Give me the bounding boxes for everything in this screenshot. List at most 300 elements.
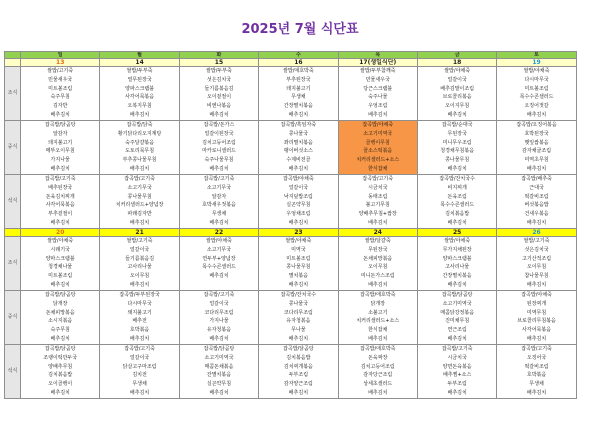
menu-item: 배추김치 xyxy=(50,281,70,288)
menu-item: 버섯볶음밥 xyxy=(524,202,549,209)
menu-item: 쌀밥/야채죽 xyxy=(285,238,312,244)
menu-item: 양파스크램블 xyxy=(442,255,472,262)
day-header: 화 xyxy=(179,52,258,59)
menu-item: 얼갈이국 xyxy=(209,300,229,307)
date-cell: 18 xyxy=(417,59,496,67)
menu-item: 청경채나물 xyxy=(48,264,73,271)
date-cell: 24 xyxy=(338,229,417,237)
date-row-label xyxy=(5,229,21,237)
meal-label: 중식 xyxy=(5,121,21,175)
date-row xyxy=(5,229,577,237)
meal-cell xyxy=(100,121,179,175)
menu-item: 알감자 xyxy=(211,193,227,200)
menu-item: 오이골뱅이 xyxy=(48,381,73,388)
menu-item: 섯은김치국 xyxy=(524,246,549,253)
menu-item: 시래기국 xyxy=(50,246,70,253)
menu-item: 우엉채조림 xyxy=(286,211,311,218)
date-cell: 26 xyxy=(497,229,576,237)
menu-item: 배추김치 xyxy=(129,219,150,226)
menu-item: 돈채피망볶음 xyxy=(363,255,393,262)
menu-item: 잡곡밥/닭곰탕 xyxy=(44,122,76,128)
menu-item: 사각어묵볶음 xyxy=(45,202,75,209)
menu-item: 우엉조림 xyxy=(368,103,388,110)
menu-item: 소고기미역국 xyxy=(363,130,393,137)
menu-item: 배추김치 xyxy=(368,111,388,118)
menu-item: 배추김치 xyxy=(526,111,547,118)
menu-item: 배추김치 xyxy=(447,281,467,288)
menu-item: 소시지볶음 xyxy=(48,318,73,325)
menu-item: 한식잡채 xyxy=(368,165,388,172)
meal-cell xyxy=(179,121,258,175)
menu-item: 무생채 xyxy=(211,211,227,218)
menu-item: 미트볼조림 xyxy=(286,255,311,262)
menu-item: 잡곡밥/배추죽 xyxy=(521,176,552,182)
menu-item: 목수수콘샐러드 xyxy=(440,202,475,209)
menu-item: 미트볼조림 xyxy=(48,85,73,92)
menu-item: 미니돈가스조림 xyxy=(360,273,395,280)
menu-item: 배추김치 xyxy=(368,281,388,288)
menu-item: 매콤닭강정볶음 xyxy=(440,309,475,316)
menu-item: 호박새우젓볶음 xyxy=(202,202,236,209)
menu-item: 양배추무침+쌈장 xyxy=(358,211,397,218)
meal-row xyxy=(5,291,577,345)
menu-item: 쌀밥/두부죽 xyxy=(126,68,153,74)
menu-item: 무된장국 xyxy=(368,246,388,253)
menu-item: 실곤약무침 xyxy=(206,381,232,388)
meal-cell xyxy=(259,121,338,175)
menu-item: 배추김치 xyxy=(209,219,229,226)
menu-item: 오징어국 xyxy=(526,354,547,361)
meal-cell xyxy=(497,291,576,345)
menu-item: 양면돈육볶음 xyxy=(442,363,472,370)
menu-item: 잡곡밥/고기죽 xyxy=(362,176,394,182)
menu-item: 잡곡밥/고기죽 xyxy=(441,346,473,352)
meal-cell xyxy=(497,175,576,229)
page-title: 2025년 7월 식단표 xyxy=(241,22,359,37)
menu-item: 배추김치 xyxy=(50,165,70,172)
menu-item: 잡곡밥/고기죽 xyxy=(521,346,552,352)
menu-item: 쌀밥/애호박죽 xyxy=(283,68,314,74)
menu-item: 잡곡밥/야채죽 xyxy=(521,292,552,298)
menu-item: 배추김치 xyxy=(368,335,388,342)
date-cell: 22 xyxy=(179,229,258,237)
menu-item: 연근조림 xyxy=(447,327,467,334)
menu-item: 얼갈이국 xyxy=(447,76,467,83)
menu-item: 쌀밥/두부참깨죽 xyxy=(360,68,396,74)
menu-item: 잡곡밥/야채죽 xyxy=(362,122,394,128)
menu-item: 쌀밥/야채죽 xyxy=(444,238,471,244)
day-header: 금 xyxy=(417,52,496,59)
corner-cell xyxy=(5,52,21,59)
menu-item: 김치찌개볶음 xyxy=(283,363,313,370)
menu-item: 코다리무조림 xyxy=(204,309,234,316)
meal-cell xyxy=(497,67,576,121)
meal-cell xyxy=(21,345,100,399)
meal-cell xyxy=(179,345,258,399)
menu-item: 가지나물 xyxy=(50,157,70,164)
menu-item: 미니무우조림 xyxy=(442,139,472,146)
meal-cell xyxy=(100,345,179,399)
meal-cell xyxy=(417,345,496,399)
menu-item: 매콤돈채볶음 xyxy=(204,363,234,370)
meal-cell xyxy=(338,67,417,121)
menu-item: 소고기무국 xyxy=(127,184,152,191)
menu-item: 배추김치 xyxy=(288,281,309,288)
menu-item: 잡곡밥/닭곰탕 xyxy=(44,292,76,298)
menu-item: 잡곡밥/고기죽 xyxy=(203,292,235,298)
date-cell: 16 xyxy=(259,59,338,67)
menu-item: 양파스크램블 xyxy=(125,85,155,92)
menu-item: 쌀밥/고기죽 xyxy=(126,238,153,244)
menu-item: 오징어젓갈 xyxy=(524,103,549,110)
menu-item: 시금치국 xyxy=(368,184,388,191)
date-cell: 20 xyxy=(21,229,100,237)
menu-item: 감자당근조림 xyxy=(363,372,393,379)
menu-item: 잡곡밥/오징어볶음 xyxy=(516,122,557,128)
meal-cell xyxy=(497,237,576,291)
menu-item: 호박볶음 xyxy=(129,327,150,334)
menu-item: 햇잎쌈볶음 xyxy=(524,139,549,146)
menu-item: 배추김치 xyxy=(50,335,70,342)
menu-item: 소고기무국 xyxy=(206,184,232,191)
menu-item: 쌀밥/고기죽 xyxy=(523,238,550,244)
menu-item: 근대국 xyxy=(529,184,544,191)
day-header: 일 xyxy=(21,52,100,59)
menu-item: 숙주무침 xyxy=(50,94,70,101)
menu-item: 배추김치 xyxy=(209,165,229,172)
menu-item: 배추김치 xyxy=(50,389,70,396)
menu-item: 잡곡밥/닭곰탕 xyxy=(44,346,76,352)
menu-item: 다시마무국 xyxy=(524,76,549,83)
menu-item: 돼지불고기 xyxy=(48,139,73,146)
menu-item: 치커리샐러드+소스 xyxy=(356,157,400,164)
menu-item: 소고기무국 xyxy=(206,246,232,253)
menu-item: 쌀밥/야채죽 xyxy=(206,238,232,244)
menu-item: 돈육조림 xyxy=(447,193,467,200)
menu-item: 감자채굴조림 xyxy=(522,148,552,155)
menu-item: 당근스크램블 xyxy=(363,85,393,92)
menu-item: 조랭이떡만두국 xyxy=(43,354,78,361)
menu-item: 오이무침 xyxy=(526,264,547,271)
date-cell: 17(생일식단) xyxy=(338,59,417,67)
date-cell: 15 xyxy=(179,59,258,67)
menu-item: 치커리샐러드+양념장 xyxy=(115,202,164,209)
menu-item: 콩나물국 xyxy=(288,300,309,307)
meal-label: 석식 xyxy=(5,345,21,399)
meal-cell xyxy=(21,291,100,345)
date-cell: 13 xyxy=(21,59,100,67)
meal-cell xyxy=(259,345,338,399)
menu-item: 배추김치 xyxy=(288,111,309,118)
meal-cell xyxy=(259,291,338,345)
menu-item: 목수수콘샐러드 xyxy=(519,94,554,101)
meal-cell xyxy=(179,291,258,345)
menu-item: 오이무침 xyxy=(368,264,388,271)
menu-item: 돈육김치찌개 xyxy=(45,193,75,200)
meal-cell xyxy=(497,345,576,399)
menu-item: 참나물무침 xyxy=(524,273,549,280)
day-header: 토 xyxy=(497,52,576,59)
menu-item: 돼지불고기 xyxy=(286,85,311,92)
menu-item: 고사리나물 xyxy=(445,264,470,271)
menu-item: 닭개장 xyxy=(370,300,385,307)
menu-item: 유자청볶음 xyxy=(286,318,311,325)
menu-item: 꽈리멸치볶음 xyxy=(283,139,313,146)
menu-item: 잡곡밥/닭곰탕 xyxy=(203,346,235,352)
meal-row xyxy=(5,67,577,121)
menu-item: 소고기미역국 xyxy=(204,354,234,361)
menu-item: 골뱅이무침 xyxy=(365,139,390,146)
menu-item: 오이무침 xyxy=(129,273,150,280)
menu-item: 무생채 xyxy=(529,381,544,388)
menu-item: 무생채 xyxy=(291,94,306,101)
menu-item: 파래김자반 xyxy=(127,211,152,218)
menu-item: 수제비전골 xyxy=(286,157,311,164)
menu-item: 배추김치 xyxy=(447,165,467,172)
menu-item: 유자청볶음 xyxy=(206,327,232,334)
menu-item: 배추김치 xyxy=(526,165,547,172)
menu-item: 김치고등어조림 xyxy=(202,139,236,146)
menu-item: 닭개장 xyxy=(52,300,68,307)
menu-item: 배추전 xyxy=(132,318,147,325)
menu-item: 얼갈이국 xyxy=(129,246,150,253)
menu-item: 진미채무침 xyxy=(445,318,470,325)
menu-item: 무가지채된장 xyxy=(442,246,472,253)
meal-cell xyxy=(100,291,179,345)
menu-item: 떡갈비조림 xyxy=(524,193,549,200)
menu-item: 사각어묵볶음 xyxy=(522,327,552,334)
menu-item: 오이겉절이 xyxy=(206,94,232,101)
menu-item: 청경채무침볶음 xyxy=(440,148,475,155)
menu-item: 양파스크램블 xyxy=(45,255,75,262)
menu-item: 잡곡밥/고기죽 xyxy=(44,176,76,182)
menu-item: 섯은김치국 xyxy=(206,76,232,83)
menu-item: 쌀밥/야채죽 xyxy=(444,68,471,74)
menu-item: 부추콩나물무침 xyxy=(122,157,157,164)
menu-item: 가지나물 xyxy=(209,318,229,325)
menu-item: 들기름볶음김 xyxy=(204,85,234,92)
menu-item: 배추김치 xyxy=(288,335,309,342)
meal-cell xyxy=(417,291,496,345)
menu-item: 황기닭다리오지계탕 xyxy=(117,130,162,137)
meal-row xyxy=(5,121,577,175)
meal-cell xyxy=(100,237,179,291)
meal-cell xyxy=(21,121,100,175)
menu-item: 불고기무침 xyxy=(365,202,390,209)
menu-item: 치커리샐러드+소스 xyxy=(356,318,400,325)
meal-cell xyxy=(259,175,338,229)
menu-item: 건새우볶음 xyxy=(524,211,549,218)
menu-item: 닭살고구마조림 xyxy=(122,363,157,370)
menu-item: 잡곡밥/애호박죽 xyxy=(360,292,396,298)
menu-item: 호박볶음 xyxy=(526,372,547,379)
menu-item: 소불고기 xyxy=(368,309,388,316)
menu-item: 배추김치 xyxy=(209,335,229,342)
menu-item: 목수수콘샐러드 xyxy=(202,264,236,271)
menu-item: 얼갈이국 xyxy=(288,184,309,191)
date-row-label xyxy=(5,59,21,67)
menu-item: 잡곡밥/고기죽 xyxy=(203,176,235,182)
meal-row xyxy=(5,345,577,399)
menu-item: 다시마무국 xyxy=(127,300,152,307)
menu-item: 배추김치 xyxy=(209,389,229,396)
menu-item: 미트볼조림 xyxy=(524,85,549,92)
meal-cell xyxy=(21,67,100,121)
menu-item: 배추김치 xyxy=(526,219,547,226)
menu-item: 배추김치 xyxy=(288,165,309,172)
menu-item: 오복지무침 xyxy=(127,103,152,110)
menu-item: 미역국 xyxy=(291,246,306,253)
menu-item: 콩나물무침 xyxy=(286,264,311,271)
menu-item: 김치볶음밥 xyxy=(48,372,73,379)
date-cell: 14 xyxy=(100,59,179,67)
menu-item: 김치전 xyxy=(132,372,147,379)
menu-item: 배추김치 xyxy=(447,111,467,118)
menu-item: 들기름볶음김 xyxy=(125,255,155,262)
menu-item: 미역무침 xyxy=(526,309,547,316)
meal-cell xyxy=(417,67,496,121)
menu-item: 호박된장국 xyxy=(524,130,549,137)
meal-cell xyxy=(417,121,496,175)
menu-item: 무나물 xyxy=(291,327,306,334)
menu-item: 김치볶음밥 xyxy=(445,211,470,218)
menu-item: 미역초무침 xyxy=(524,157,549,164)
date-cell: 23 xyxy=(259,229,338,237)
menu-item: 돈채피망볶음 xyxy=(45,309,75,316)
menu-item: 쌀밥/야채죽 xyxy=(47,238,74,244)
menu-item: 배추김치 xyxy=(50,111,70,118)
meal-cell xyxy=(338,291,417,345)
meal-label: 조식 xyxy=(5,67,21,121)
menu-item: 배추김치 xyxy=(209,273,229,280)
day-header: 목 xyxy=(338,52,417,59)
menu-item: 두부조림 xyxy=(447,381,467,388)
menu-item: 잡곡밥/잔치국수 xyxy=(280,292,317,298)
meal-cell xyxy=(417,237,496,291)
menu-item: 얼갈이국 xyxy=(129,354,150,361)
menu-item: 잡곡밥/야채죽 xyxy=(283,176,314,182)
meal-cell xyxy=(338,345,417,399)
meal-cell xyxy=(497,121,576,175)
menu-item: 두부조림 xyxy=(288,372,309,379)
menu-item: 브로콜리볶음 xyxy=(442,94,472,101)
menu-item: 배추김치 xyxy=(368,219,388,226)
menu-item: 잡곡밥/두부된장국 xyxy=(119,292,160,298)
meal-label: 석식 xyxy=(5,175,21,229)
menu-item: 시금치국 xyxy=(447,354,467,361)
menu-item: 한식잡채 xyxy=(368,327,388,334)
meal-row xyxy=(5,175,577,229)
menu-item: 배추김치 xyxy=(526,335,547,342)
menu-item: 김치볶음밥 xyxy=(286,354,311,361)
meal-label: 중식 xyxy=(5,291,21,345)
menu-item: 멸치볶음 xyxy=(288,273,309,280)
menu-item: 간장멸치볶음 xyxy=(283,103,313,110)
meal-cell xyxy=(338,237,417,291)
menu-item: 배추김치 xyxy=(447,389,467,396)
menu-item: 꿀소스떡볶음 xyxy=(363,148,393,155)
menu-item: 배추김치 xyxy=(129,335,150,342)
date-row xyxy=(5,59,577,67)
menu-item: 오이지무침 xyxy=(445,103,470,110)
menu-item: 숙주나물무침 xyxy=(204,157,234,164)
menu-item: 잡곡밥/고기죽 xyxy=(124,346,155,352)
menu-item: 무생채 xyxy=(132,381,147,388)
menu-item: 부추된장국 xyxy=(286,76,311,83)
meal-cell xyxy=(259,67,338,121)
menu-item: 동태조림 xyxy=(368,193,388,200)
day-header-row xyxy=(5,52,577,59)
menu-item: 잔멸치볶음 xyxy=(206,372,232,379)
date-cell: 25 xyxy=(417,229,496,237)
menu-item: 브로콜리무침볶음 xyxy=(517,318,556,325)
menu-item: 민물새우국 xyxy=(48,76,73,83)
day-header: 수 xyxy=(259,52,338,59)
meal-cell xyxy=(100,67,179,121)
meal-cell xyxy=(338,175,417,229)
day-header: 월 xyxy=(100,52,179,59)
menu-item: 비엔나볶음 xyxy=(206,103,232,110)
menu-item: 잡곡밥/애호박죽 xyxy=(360,346,396,352)
menu-item: 도토리묵무침 xyxy=(125,148,155,155)
menu-item: 감자양근조림 xyxy=(283,381,313,388)
menu-item: 배추김치 xyxy=(526,281,547,288)
menu-item: 김치고등어조림 xyxy=(360,363,395,370)
date-cell: 19 xyxy=(497,59,576,67)
menu-item: 민물새우국 xyxy=(365,76,390,83)
menu-item: 김자반 xyxy=(52,103,68,110)
menu-item: 콩나물국 xyxy=(288,130,309,137)
menu-item: 낙지덮밥조림 xyxy=(283,193,313,200)
menu-item: 열무된장국 xyxy=(127,76,152,83)
menu-item: 잡곡밥/닭곰탕 xyxy=(441,292,473,298)
menu-item: 알감자 xyxy=(52,130,68,137)
menu-item: 배추김치 xyxy=(368,389,388,396)
menu-item: 마카로니샐러드 xyxy=(202,148,236,155)
menu-item: 소고기미역국 xyxy=(442,300,472,307)
menu-item: 배추김치 xyxy=(288,389,309,396)
menu-item: 잡곡밥/잔치국수 xyxy=(439,176,475,182)
menu-item: 숙주무침 xyxy=(50,327,70,334)
menu-item: 고기산적조림 xyxy=(522,255,552,262)
menu-item: 쌀밥/야채죽 xyxy=(523,68,550,74)
menu-item: 잡곡밥/흑임자죽 xyxy=(280,122,317,128)
menu-item: 배추김치 xyxy=(50,219,70,226)
menu-item: 잡곡밥/닭곰탕 xyxy=(283,346,314,352)
menu-item: 콩나물무침 xyxy=(127,193,152,200)
menu-item: 잡곡밥/돈가스 xyxy=(203,122,235,128)
menu-item: 무된장국 xyxy=(447,130,467,137)
menu-item: 쌀밥/고기죽 xyxy=(47,68,74,74)
menu-item: 양배추무침 xyxy=(48,363,73,370)
menu-item: 돈육짜장 xyxy=(368,354,388,361)
menu-item: 잡곡밥/고기죽 xyxy=(124,176,155,182)
menu-item: 배추김치 xyxy=(447,219,467,226)
meal-cell xyxy=(21,237,100,291)
meal-cell xyxy=(179,175,258,229)
meal-label: 조식 xyxy=(5,237,21,291)
menu-item: 된장찌개 xyxy=(526,300,547,307)
menu-item: 숙주나물 xyxy=(368,94,388,101)
menu-item: 배추김치 xyxy=(288,219,309,226)
menu-item: 상세초샐러드 xyxy=(363,381,393,388)
menu-item: 부추겉절이 xyxy=(48,211,73,218)
meal-cell xyxy=(100,175,179,229)
menu-item: 미트볼조림 xyxy=(48,273,73,280)
meal-row xyxy=(5,237,577,291)
menu-item: 고사리나물 xyxy=(127,264,152,271)
menu-item: 얼갈이된장국 xyxy=(204,130,234,137)
